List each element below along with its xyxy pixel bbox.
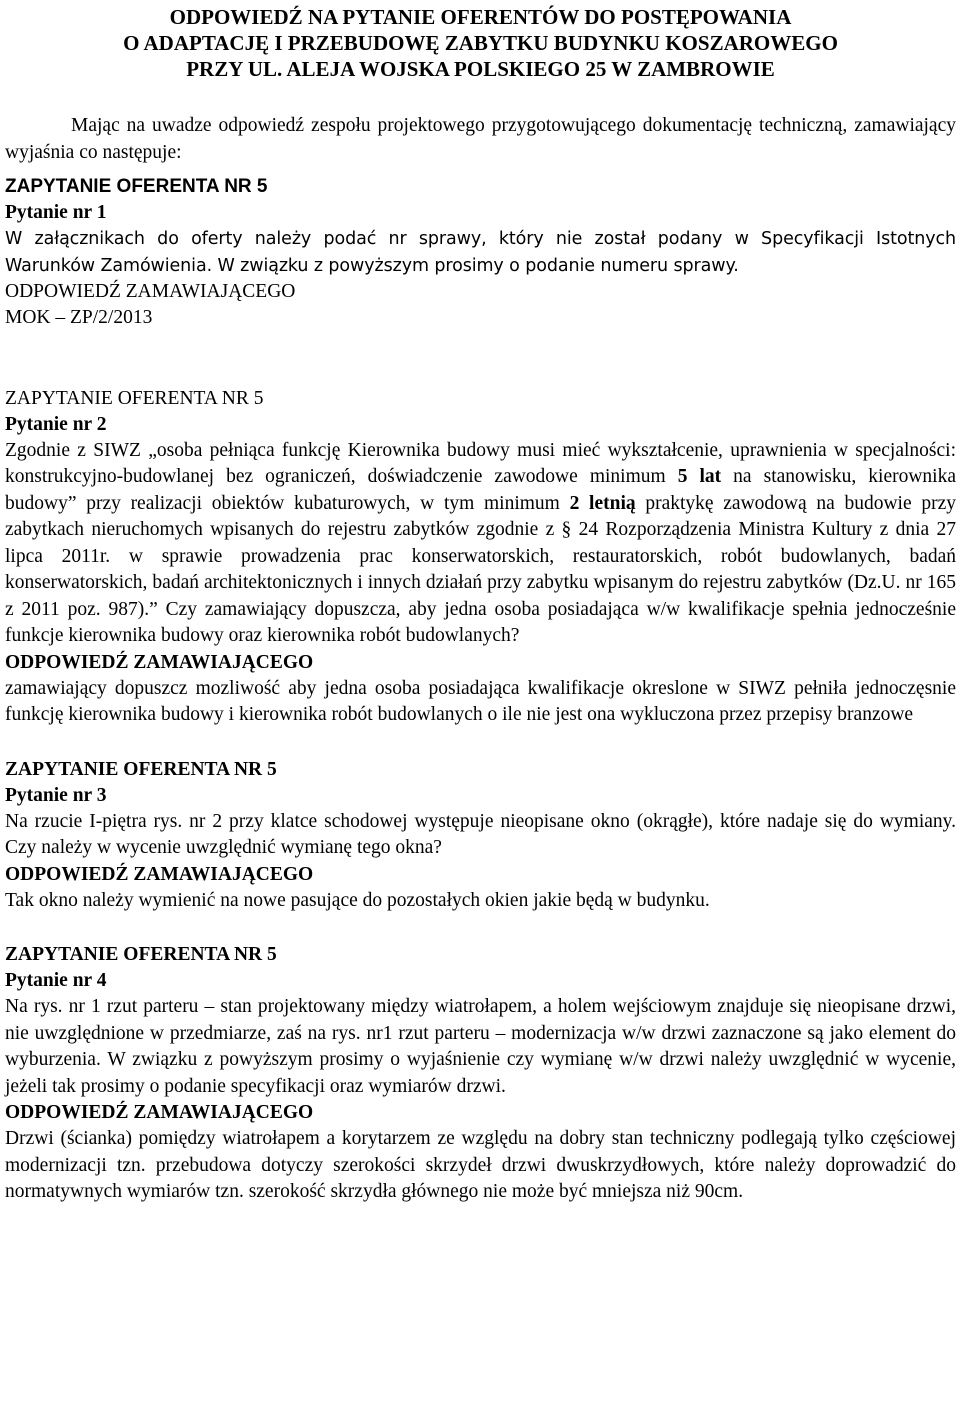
title-line-3: PRZY UL. ALEJA WOJSKA POLSKIEGO 25 W ZAMBROWIE (186, 57, 775, 81)
answer-text: MOK – ZP/2/2013 (5, 307, 153, 328)
question-section-4 (5, 942, 956, 1206)
question-section-2 (5, 386, 956, 729)
question-header: ZAPYTANIE OFERENTA NR 5 (5, 944, 277, 965)
question-text: Na rzucie I-piętra rys. nr 2 przy klatce schodowej występuje nieopisane okno (okrągłe), które nadaje się do wymiany. Czy należy w wycenie uwzględnić wymianę tego okna? (5, 810, 956, 858)
question-text: Na rys. nr 1 rzut parteru – stan projektowany między wiatrołapem, a holem wejściowym znajduje się nieopisane drzwi, nie uwzględnione w przedmiarze, zaś na rys. nr1 rzut parteru – modernizacja w/w drzwi zaznaczone są jako element do wyburzenia. W związku z powyższym prosimy o wyjaśnienie czy wymianę w/w drzwi należy uwzględnić w wycenie, jeżeli tak prosimy o podanie specyfikacji oraz wymiarów drzwi. (5, 996, 956, 1097)
question-header: ZAPYTANIE OFERENTA NR 5 (5, 387, 264, 409)
question-header: ZAPYTANIE OFERENTA NR 5 (5, 176, 268, 197)
answer-label: ODPOWIEDŹ ZAMAWIAJĄCEGO (5, 863, 314, 885)
question-number: Pytanie nr 3 (5, 784, 107, 806)
question-section-1 (5, 174, 956, 332)
answer-text: Drzwi (ścianka) pomiędzy wiatrołapem a korytarzem ze względu na dobry stan techniczny podlegają tylko częściowej modernizacji tzn. przebudowa dotyczy szerokości skrzydeł drzwi dwuskrzydłowych, które należy doprowadzić do normatywnych wymiarów tzn. szerokość skrzydła głównego nie może być mniejsza niż 90cm. (5, 1128, 956, 1202)
question-number: Pytanie nr 4 (5, 970, 107, 991)
answer-label: ODPOWIEDŹ ZAMAWIAJĄCEGO (5, 1102, 314, 1123)
title-line-2: O ADAPTACJĘ I PRZEBUDOWĘ ZABYTKU BUDYNKU KOSZAROWEGO (123, 31, 838, 55)
question-number: Pytanie nr 1 (5, 202, 107, 223)
question-number: Pytanie nr 2 (5, 413, 107, 435)
document-page (0, 4, 960, 1206)
question-text-part-1: Zgodnie z SIWZ „osoba pełniąca funkcję Kierownika budowy musi mieć wykształcenie, uprawnienia w specjalności: konstrukcyjno-budowlanej bez ograniczeń, doświadczenie zawodowe minimum (5, 439, 956, 487)
answer-label: ODPOWIEDŹ ZAMAWIAJĄCEGO (5, 281, 296, 302)
answer-text: Tak okno należy wymienić na nowe pasujące do pozostałych okien jakie będą w budynku. (5, 889, 710, 911)
question-header: ZAPYTANIE OFERENTA NR 5 (5, 758, 277, 780)
question-section-3 (5, 757, 956, 915)
intro-paragraph: Mając na uwadze odpowiedź zespołu projektowego przygotowującego dokumentację techniczną, zamawiający wyjaśnia co następuje: (5, 115, 956, 163)
question-text-part-3: praktykę zawodową na budowie przy zabytkach nieruchomych wpisanych do rejestru zabytków zgodnie z § 24 Rozporządzenia Ministra Kultury z dnia 27 lipca 2011r. w sprawie prowadzenia prac konserwatorskich, restauratorskich, robót budowlanych, badań konserwatorskich, badań architektonicznych i innych działań przy zabytku wpisanym do rejestru zabytków (Dz.U. nr 165 z 2011 poz. 987).” Czy zamawiający dopuszcza, aby jedna osoba posiadająca w/w kwalifikacje spełnia jednocześnie funkcje kierownika budowy oraz kierownika robót budowlanych? (5, 492, 956, 646)
title-line-1: ODPOWIEDŹ NA PYTANIE OFERENTÓW DO POSTĘPOWANIA (169, 5, 792, 29)
question-text-part-2: na stanowisku, kierownika budowy” przy realizacji obiektów kubaturowych, w tym minimum (5, 466, 956, 514)
document-title (5, 4, 956, 82)
question-text-bold-2: 2 letnią (569, 492, 636, 514)
question-text-bold-1: 5 lat (677, 466, 722, 487)
answer-label: ODPOWIEDŹ ZAMAWIAJĄCEGO (5, 651, 314, 673)
question-text (5, 438, 956, 650)
answer-text: zamawiający dopuszcz mozliwość aby jedna osoba posiadająca kwalifikacje okreslone w SIWZ pełniła jednoczęsnie funkcję kierownika budowy i kierownika robót budowlanych o ile nie jest ona wykluczona przez przepisy branzowe (5, 677, 956, 725)
question-text: W załącznikach do oferty należy podać nr sprawy, który nie został podany w Specyfikacji Istotnych Warunków Zamówienia. W związku z powyższym prosimy o podanie numeru sprawy. (5, 229, 956, 276)
